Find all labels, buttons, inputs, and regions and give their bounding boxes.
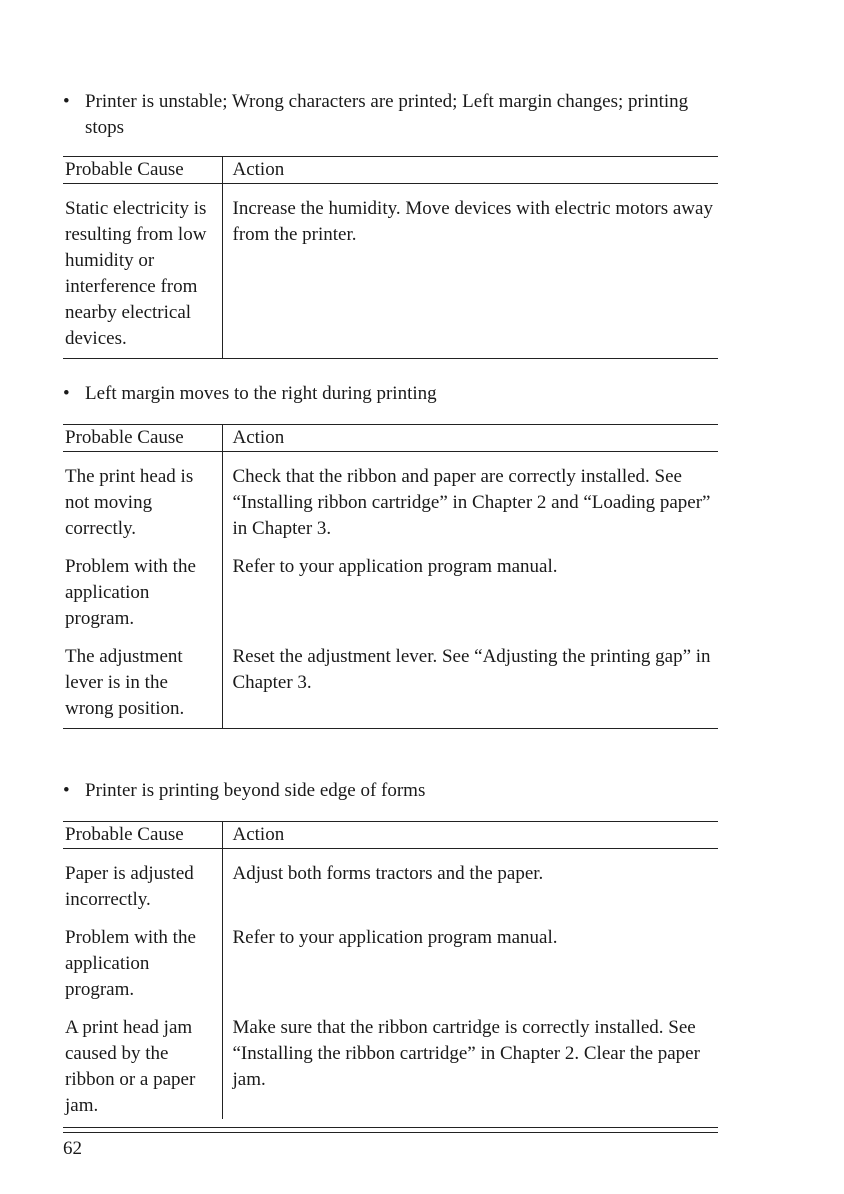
table-row (63, 849, 718, 914)
table-row (63, 913, 718, 1003)
page-number: 62 (63, 1138, 82, 1159)
cause-cell: Static electricity is resulting from low humidity or interference from nearby electrical devices. (65, 198, 207, 349)
table-row (63, 1003, 718, 1119)
symptom-text: Printer is unstable; Wrong characters are printed; Left margin changes; printing stops (85, 91, 689, 138)
header-action: Action (222, 157, 718, 184)
symptom-3 (63, 778, 723, 804)
action-cell: Refer to your application program manual. (232, 556, 558, 577)
header-probable-cause: Probable Cause (63, 157, 222, 184)
table-row (63, 452, 718, 543)
table-row (63, 542, 718, 632)
header-probable-cause: Probable Cause (63, 425, 222, 452)
footer-rule (63, 1132, 718, 1133)
cause-cell: A print head jam caused by the ribbon or a paper jam. (65, 1017, 196, 1116)
symptom-text: Left margin moves to the right during printing (85, 383, 437, 404)
header-probable-cause: Probable Cause (63, 822, 222, 849)
table-header (63, 157, 718, 184)
troubleshooting-table-2 (63, 424, 718, 729)
cause-cell: Problem with the application program. (65, 556, 196, 629)
table-header (63, 425, 718, 452)
cause-cell: Paper is adjusted incorrectly. (65, 863, 194, 910)
footer-rule (63, 1127, 718, 1128)
troubleshooting-table-3 (63, 821, 718, 1119)
bullet-icon: • (63, 780, 70, 801)
table-row (63, 632, 718, 729)
action-cell: Adjust both forms tractors and the paper. (232, 863, 544, 884)
table-header (63, 822, 718, 849)
cause-cell: The adjustment lever is in the wrong position. (65, 646, 185, 719)
action-cell: Make sure that the ribbon cartridge is correctly installed. See “Installing the ribbon cartridge” in Chapter 2. Clear the paper jam. (232, 1017, 700, 1090)
bullet-icon: • (63, 383, 70, 404)
symptom-2 (63, 381, 723, 407)
header-action: Action (222, 425, 718, 452)
action-cell: Check that the ribbon and paper are correctly installed. See “Installing ribbon cartridge” in Chapter 2 and “Loading paper” in Chapter 3. (232, 466, 711, 539)
cause-cell: The print head is not moving correctly. (65, 466, 194, 539)
table-row (63, 184, 718, 359)
action-cell: Reset the adjustment lever. See “Adjusting the printing gap” in Chapter 3. (232, 646, 711, 693)
symptom-1 (63, 89, 723, 141)
action-cell: Increase the humidity. Move devices with electric motors away from the printer. (232, 198, 713, 245)
bullet-icon: • (63, 91, 70, 112)
troubleshooting-table-1 (63, 156, 718, 359)
header-action: Action (222, 822, 718, 849)
cause-cell: Problem with the application program. (65, 927, 196, 1000)
symptom-text: Printer is printing beyond side edge of forms (85, 780, 426, 801)
action-cell: Refer to your application program manual. (232, 927, 558, 948)
